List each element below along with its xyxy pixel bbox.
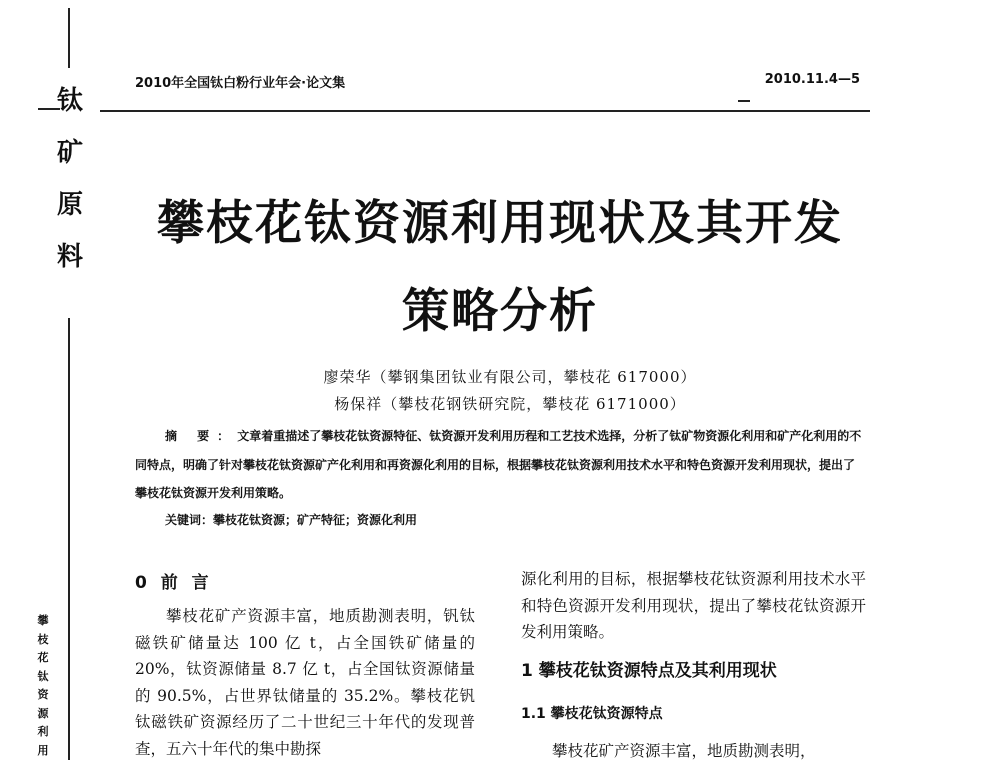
section-1-1-heading: 1.1 攀枝花钛资源特点 xyxy=(521,706,663,722)
sidebar-vertical-char: 枝 xyxy=(37,632,49,646)
running-header-date: 2010.11.4—5 xyxy=(764,72,860,87)
column-2-paragraph: 源化利用的目标，根据攀枝花钛资源利用技术水平和特色资源开发利用现状，提出了攀枝花钛资源开发利用策略。 xyxy=(521,570,866,641)
paper-title-line-2: 策略分析 xyxy=(402,284,598,339)
column-2-continuation xyxy=(521,566,866,646)
section-0-paragraph: 攀枝花矿产资源丰富，地质勘测表明，钒钛磁铁矿储量达 100 亿 t，占全国铁矿储量的 20%，钛资源储量 8.7 亿 t，占全国钛资源储量的 90.5%，占世界钛储量的 35.2%。攀枝花钒钛磁铁矿资源经历了二十世纪三十年代的发现普查，五六十年代的集中勘探 xyxy=(135,607,475,758)
section-1-1-body xyxy=(521,738,866,765)
sidebar-vertical-char: 源 xyxy=(37,706,49,720)
sidebar-vertical-char: 钛 xyxy=(37,669,49,683)
rail-line-bottom xyxy=(68,318,70,760)
author-1: 廖荣华（攀钢集团钛业有限公司，攀枝花 617000） xyxy=(323,368,697,386)
abstract xyxy=(135,422,865,508)
sidebar-vertical-char: 花 xyxy=(37,651,49,664)
header-tick xyxy=(738,100,750,102)
keywords xyxy=(165,511,865,528)
section-0-body xyxy=(135,603,475,762)
author-2: 杨保祥（攀枝花钢铁研究院，攀枝花 6171000） xyxy=(334,395,686,413)
sidebar-char-3: 原 xyxy=(56,190,83,220)
sidebar-vertical-char: 资 xyxy=(37,688,49,701)
rail-line-top xyxy=(68,8,70,68)
section-0-heading: 0 前 言 xyxy=(135,573,213,593)
sidebar-char-4: 料 xyxy=(56,242,83,272)
running-header-left: 2010年全国钛白粉行业年会·论文集 xyxy=(135,76,346,91)
sidebar-char-2: 矿 xyxy=(56,138,83,168)
abstract-text: 文章着重描述了攀枝花钛资源特征、钛资源开发利用历程和工艺技术选择，分析了钛矿物资源化利用和矿产化利用的不同特点，明确了针对攀枝花钛资源矿产化利用和再资源化利用的目标，根据攀枝花钛资源利用技术水平和特色资源开发利用现状，提出了攀枝花钛资源开发利用策略。 xyxy=(135,429,862,500)
abstract-label: 摘 要： xyxy=(165,429,238,443)
sidebar-vertical-char: 攀 xyxy=(37,614,49,627)
keywords-text: 攀枝花钛资源；矿产特征；资源化利用 xyxy=(213,513,418,527)
sidebar-vertical-text xyxy=(34,612,52,760)
sidebar-vertical-char: 用 xyxy=(37,743,49,757)
header-rule xyxy=(100,110,870,112)
section-1-heading: 1 攀枝花钛资源特点及其利用现状 xyxy=(521,661,777,681)
keywords-label: 关键词： xyxy=(165,513,214,527)
section-1-1-paragraph: 攀枝花矿产资源丰富，地质勘测表明， xyxy=(552,742,816,760)
sidebar-vertical-char: 利 xyxy=(37,725,49,738)
sidebar-char-1: 钛 xyxy=(56,86,83,116)
paper-title-line-1: 攀枝花钛资源利用现状及其开发 xyxy=(157,196,843,251)
